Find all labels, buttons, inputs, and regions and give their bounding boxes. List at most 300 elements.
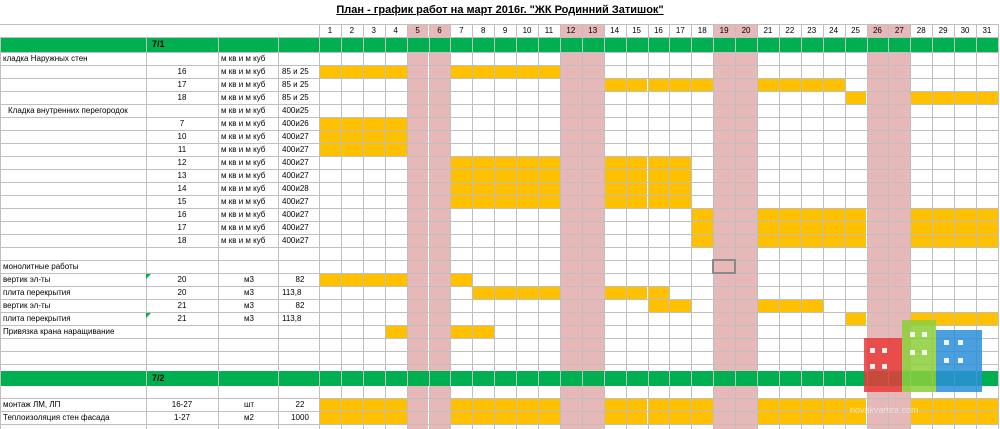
day-col-line — [757, 24, 758, 429]
work-cell[interactable] — [450, 273, 472, 286]
work-cell[interactable] — [669, 169, 691, 182]
row-quantity: 400и27 — [282, 197, 309, 206]
row-unit: м кв и м куб — [221, 132, 266, 141]
work-cell[interactable] — [516, 398, 538, 411]
work-cell[interactable] — [976, 91, 998, 104]
work-cell[interactable] — [494, 398, 516, 411]
work-cell[interactable] — [691, 221, 713, 234]
row-quantity: 400и26 — [282, 119, 309, 128]
work-cell[interactable] — [976, 221, 998, 234]
day-col-line — [494, 24, 495, 429]
day-col-line — [669, 24, 670, 429]
day-header: 16 — [653, 26, 663, 35]
work-cell[interactable] — [494, 65, 516, 78]
day-col-line — [691, 24, 692, 429]
work-cell[interactable] — [341, 130, 363, 143]
work-cell[interactable] — [626, 195, 648, 208]
row-unit: м3 — [244, 275, 254, 284]
row-quantity: 22 — [295, 400, 305, 409]
row-number: 13 — [177, 171, 187, 180]
day-header: 31 — [982, 26, 992, 35]
row-unit: м кв и м куб — [221, 171, 266, 180]
row-unit: м кв и м куб — [221, 93, 266, 102]
day-header: 13 — [588, 26, 598, 35]
day-col-line — [713, 24, 714, 429]
row-quantity: 85 и 25 — [282, 80, 309, 89]
work-cell[interactable] — [976, 398, 998, 411]
work-cell[interactable] — [341, 273, 363, 286]
work-cell[interactable] — [363, 411, 385, 424]
work-cell[interactable] — [626, 78, 648, 91]
work-cell[interactable] — [823, 411, 845, 424]
row-quantity: 113,8 — [282, 288, 302, 297]
row-quantity: 400и27 — [282, 210, 309, 219]
work-cell[interactable] — [319, 65, 341, 78]
work-cell[interactable] — [757, 208, 779, 221]
day-header: 11 — [544, 26, 554, 35]
row-unit: м кв и м куб — [221, 158, 266, 167]
work-cell[interactable] — [845, 208, 867, 221]
work-cell[interactable] — [319, 273, 341, 286]
work-cell[interactable] — [538, 411, 560, 424]
work-cell[interactable] — [823, 398, 845, 411]
row-quantity: 85 и 25 — [282, 93, 309, 102]
work-cell[interactable] — [385, 398, 407, 411]
work-cell[interactable] — [341, 398, 363, 411]
row-unit: м кв и м куб — [221, 80, 266, 89]
work-cell[interactable] — [450, 325, 472, 338]
row-number: 11 — [177, 145, 187, 154]
work-cell[interactable] — [757, 234, 779, 247]
work-cell[interactable] — [319, 398, 341, 411]
watermark-text: novakvartira.com — [850, 405, 919, 415]
day-header: 20 — [741, 26, 751, 35]
work-cell[interactable] — [757, 221, 779, 234]
day-header: 23 — [807, 26, 817, 35]
work-cell[interactable] — [516, 411, 538, 424]
work-cell[interactable] — [604, 78, 626, 91]
selected-cell[interactable] — [712, 259, 736, 274]
weekend-column — [407, 24, 429, 429]
work-cell[interactable] — [472, 411, 494, 424]
work-cell[interactable] — [341, 411, 363, 424]
work-cell[interactable] — [757, 299, 779, 312]
work-cell[interactable] — [757, 78, 779, 91]
work-cell[interactable] — [626, 156, 648, 169]
work-cell[interactable] — [932, 234, 954, 247]
work-cell[interactable] — [604, 286, 626, 299]
row-label: Кладка внутренних перегородок — [8, 106, 128, 115]
row-number: 10 — [177, 132, 187, 141]
row-number: 21 — [177, 301, 187, 310]
work-cell[interactable] — [450, 398, 472, 411]
work-cell[interactable] — [932, 91, 954, 104]
work-cell[interactable] — [494, 156, 516, 169]
work-cell[interactable] — [648, 299, 670, 312]
work-cell[interactable] — [516, 182, 538, 195]
work-cell[interactable] — [450, 411, 472, 424]
work-cell[interactable] — [648, 78, 670, 91]
weekend-column — [582, 24, 604, 429]
work-cell[interactable] — [626, 411, 648, 424]
work-cell[interactable] — [932, 411, 954, 424]
work-cell[interactable] — [319, 411, 341, 424]
work-cell[interactable] — [385, 143, 407, 156]
label-col-line — [319, 37, 320, 429]
row-line — [0, 338, 998, 339]
work-cell[interactable] — [779, 398, 801, 411]
day-header: 18 — [697, 26, 707, 35]
work-cell[interactable] — [538, 195, 560, 208]
row-line — [0, 37, 998, 38]
work-cell[interactable] — [691, 398, 713, 411]
work-cell[interactable] — [363, 273, 385, 286]
work-cell[interactable] — [363, 398, 385, 411]
work-cell[interactable] — [494, 195, 516, 208]
day-header: 3 — [371, 26, 376, 35]
work-cell[interactable] — [910, 221, 932, 234]
work-cell[interactable] — [691, 411, 713, 424]
work-cell[interactable] — [604, 182, 626, 195]
work-cell[interactable] — [669, 78, 691, 91]
label-col-line — [218, 37, 219, 429]
row-label: плита перекрытия — [3, 288, 71, 297]
work-cell[interactable] — [472, 169, 494, 182]
work-cell[interactable] — [910, 208, 932, 221]
work-cell[interactable] — [363, 65, 385, 78]
work-cell[interactable] — [932, 398, 954, 411]
work-cell[interactable] — [626, 286, 648, 299]
day-header: 17 — [675, 26, 685, 35]
row-number: 20 — [177, 288, 187, 297]
work-cell[interactable] — [604, 411, 626, 424]
work-cell[interactable] — [648, 169, 670, 182]
row-quantity: 400и27 — [282, 158, 309, 167]
day-header: 6 — [437, 26, 442, 35]
work-cell[interactable] — [669, 195, 691, 208]
work-cell[interactable] — [845, 234, 867, 247]
work-cell[interactable] — [845, 221, 867, 234]
work-cell[interactable] — [757, 398, 779, 411]
row-unit: м кв и м куб — [221, 145, 266, 154]
day-col-line — [341, 24, 342, 429]
row-unit: м кв и м куб — [221, 54, 266, 63]
row-number: 17 — [177, 80, 187, 89]
work-cell[interactable] — [385, 130, 407, 143]
work-cell[interactable] — [669, 299, 691, 312]
work-cell[interactable] — [779, 221, 801, 234]
work-cell[interactable] — [472, 398, 494, 411]
work-cell[interactable] — [604, 169, 626, 182]
work-cell[interactable] — [516, 195, 538, 208]
day-header: 29 — [938, 26, 948, 35]
weekend-column — [560, 24, 582, 429]
work-cell[interactable] — [954, 91, 976, 104]
day-col-line — [516, 24, 517, 429]
row-quantity: 1000 — [291, 413, 309, 422]
day-col-line — [429, 24, 430, 429]
row-quantity: 400и28 — [282, 184, 309, 193]
day-col-line — [823, 24, 824, 429]
work-cell[interactable] — [691, 78, 713, 91]
section-header-7-1 — [0, 37, 998, 52]
work-cell[interactable] — [385, 325, 407, 338]
work-cell[interactable] — [801, 234, 823, 247]
work-cell[interactable] — [472, 325, 494, 338]
row-unit: м кв и м куб — [221, 236, 266, 245]
label-col-line — [278, 37, 279, 429]
day-col-line — [472, 24, 473, 429]
day-header: 14 — [610, 26, 620, 35]
work-cell[interactable] — [823, 221, 845, 234]
row-quantity: 400и27 — [282, 171, 309, 180]
work-cell[interactable] — [823, 234, 845, 247]
weekend-column — [713, 24, 735, 429]
row-label: вертик эл-ты — [3, 301, 51, 310]
work-cell[interactable] — [319, 117, 341, 130]
work-cell[interactable] — [932, 221, 954, 234]
work-cell[interactable] — [779, 299, 801, 312]
day-col-line — [845, 24, 846, 429]
work-cell[interactable] — [954, 221, 976, 234]
work-cell[interactable] — [845, 91, 867, 104]
work-cell[interactable] — [341, 65, 363, 78]
work-cell[interactable] — [450, 156, 472, 169]
work-cell[interactable] — [538, 182, 560, 195]
work-cell[interactable] — [516, 65, 538, 78]
work-cell[interactable] — [494, 411, 516, 424]
work-cell[interactable] — [669, 411, 691, 424]
day-header: 1 — [327, 26, 333, 35]
work-cell[interactable] — [910, 234, 932, 247]
work-cell[interactable] — [450, 182, 472, 195]
row-quantity: 400и27 — [282, 132, 309, 141]
work-cell[interactable] — [801, 398, 823, 411]
work-cell[interactable] — [472, 182, 494, 195]
work-cell[interactable] — [472, 156, 494, 169]
work-cell[interactable] — [516, 156, 538, 169]
day-header: 10 — [522, 26, 532, 35]
day-header: 22 — [785, 26, 795, 35]
work-cell[interactable] — [604, 398, 626, 411]
day-col-line — [385, 24, 386, 429]
work-cell[interactable] — [801, 411, 823, 424]
work-cell[interactable] — [385, 411, 407, 424]
section-header-7-2 — [0, 371, 998, 386]
row-number: 12 — [177, 158, 187, 167]
work-cell[interactable] — [932, 208, 954, 221]
row-label: монтаж ЛМ, ЛП — [3, 400, 61, 409]
day-header: 30 — [960, 26, 970, 35]
work-cell[interactable] — [954, 398, 976, 411]
work-cell[interactable] — [341, 143, 363, 156]
work-cell[interactable] — [779, 78, 801, 91]
row-number: 1-27 — [173, 413, 190, 422]
section-header-7-2-label: 7/2 — [152, 373, 165, 383]
weekend-column — [735, 24, 757, 429]
work-cell[interactable] — [494, 286, 516, 299]
work-cell[interactable] — [385, 65, 407, 78]
work-cell[interactable] — [472, 286, 494, 299]
day-col-line — [998, 24, 999, 429]
work-cell[interactable] — [363, 117, 385, 130]
work-cell[interactable] — [472, 195, 494, 208]
row-number: 14 — [177, 184, 187, 193]
work-cell[interactable] — [538, 398, 560, 411]
row-unit: м кв и м куб — [221, 223, 266, 232]
work-cell[interactable] — [801, 208, 823, 221]
row-label: Привязка крана наращивание — [3, 327, 115, 336]
work-cell[interactable] — [648, 182, 670, 195]
work-cell[interactable] — [626, 182, 648, 195]
work-cell[interactable] — [538, 65, 560, 78]
work-cell[interactable] — [626, 169, 648, 182]
day-header: 4 — [393, 26, 398, 35]
work-cell[interactable] — [910, 91, 932, 104]
work-cell[interactable] — [363, 143, 385, 156]
work-cell[interactable] — [604, 195, 626, 208]
work-cell[interactable] — [450, 65, 472, 78]
day-col-line — [538, 24, 539, 429]
work-cell[interactable] — [538, 156, 560, 169]
day-col-line — [801, 24, 802, 429]
row-quantity: 113,8 — [282, 314, 302, 323]
row-label: плита перекрытия — [3, 314, 71, 323]
day-col-line — [735, 24, 736, 429]
row-line — [0, 364, 998, 365]
row-quantity: 400и27 — [282, 223, 309, 232]
work-cell[interactable] — [363, 130, 385, 143]
day-col-line — [648, 24, 649, 429]
day-header: 27 — [894, 26, 904, 35]
row-unit: шт — [243, 400, 255, 409]
row-quantity: 400и27 — [282, 145, 309, 154]
work-cell[interactable] — [538, 286, 560, 299]
day-col-line — [626, 24, 627, 429]
work-cell[interactable] — [669, 182, 691, 195]
work-cell[interactable] — [319, 143, 341, 156]
work-cell[interactable] — [494, 182, 516, 195]
day-header: 12 — [566, 26, 576, 35]
work-cell[interactable] — [669, 398, 691, 411]
work-cell[interactable] — [669, 156, 691, 169]
work-cell[interactable] — [450, 169, 472, 182]
work-cell[interactable] — [779, 411, 801, 424]
row-quantity: 82 — [295, 275, 305, 284]
row-label: кладка Наружных стен — [3, 54, 88, 63]
work-cell[interactable] — [779, 208, 801, 221]
row-quantity: 85 и 25 — [282, 67, 309, 76]
work-cell[interactable] — [385, 117, 407, 130]
row-number: 16-27 — [171, 400, 193, 409]
work-cell[interactable] — [976, 208, 998, 221]
work-cell[interactable] — [472, 65, 494, 78]
row-number: 18 — [177, 93, 187, 102]
section-header-7-1-label: 7/1 — [152, 39, 165, 49]
comment-marker — [146, 313, 151, 318]
work-cell[interactable] — [954, 411, 976, 424]
day-col-line — [363, 24, 364, 429]
work-cell[interactable] — [626, 398, 648, 411]
day-header: 24 — [829, 26, 839, 35]
work-cell[interactable] — [516, 286, 538, 299]
work-cell[interactable] — [954, 234, 976, 247]
work-cell[interactable] — [648, 195, 670, 208]
row-line — [0, 247, 998, 248]
work-cell[interactable] — [757, 411, 779, 424]
work-cell[interactable] — [823, 78, 845, 91]
weekend-column — [429, 24, 451, 429]
day-header: 26 — [872, 26, 882, 35]
work-cell[interactable] — [385, 273, 407, 286]
row-quantity: 400и27 — [282, 236, 309, 245]
row-quantity: 82 — [295, 301, 305, 310]
work-cell[interactable] — [976, 411, 998, 424]
row-unit: м3 — [244, 314, 254, 323]
work-cell[interactable] — [823, 208, 845, 221]
row-number: 15 — [177, 197, 187, 206]
site-logo — [864, 320, 984, 392]
row-label: Теплоизоляция стен фасада — [3, 413, 110, 422]
row-line — [0, 424, 998, 425]
work-cell[interactable] — [516, 169, 538, 182]
row-unit: м кв и м куб — [221, 106, 266, 115]
row-unit: м3 — [244, 301, 254, 310]
row-unit: м кв и м куб — [221, 67, 266, 76]
row-quantity: 400и25 — [282, 106, 309, 115]
row-unit: м кв и м куб — [221, 210, 266, 219]
work-cell[interactable] — [494, 169, 516, 182]
work-cell[interactable] — [954, 208, 976, 221]
day-col-line — [407, 24, 408, 429]
day-header: 7 — [459, 26, 464, 35]
work-cell[interactable] — [648, 411, 670, 424]
day-col-line — [582, 24, 583, 429]
day-col-line — [450, 24, 451, 429]
work-cell[interactable] — [801, 299, 823, 312]
row-unit: м кв и м куб — [221, 184, 266, 193]
day-col-line — [560, 24, 561, 429]
work-cell[interactable] — [319, 130, 341, 143]
work-cell[interactable] — [691, 208, 713, 221]
work-cell[interactable] — [976, 234, 998, 247]
row-number: 17 — [177, 223, 187, 232]
row-number: 16 — [177, 210, 187, 219]
row-unit: м кв и м куб — [221, 197, 266, 206]
work-cell[interactable] — [648, 156, 670, 169]
row-unit: м2 — [244, 413, 254, 422]
work-cell[interactable] — [341, 117, 363, 130]
comment-marker — [146, 274, 151, 279]
row-number: 7 — [179, 119, 185, 128]
work-cell[interactable] — [801, 221, 823, 234]
work-cell[interactable] — [691, 234, 713, 247]
day-header: 28 — [916, 26, 926, 35]
work-cell[interactable] — [450, 195, 472, 208]
work-cell[interactable] — [604, 156, 626, 169]
work-cell[interactable] — [538, 169, 560, 182]
work-cell[interactable] — [779, 234, 801, 247]
work-cell[interactable] — [648, 398, 670, 411]
row-number: 18 — [177, 236, 187, 245]
work-cell[interactable] — [801, 78, 823, 91]
row-unit: м кв и м куб — [221, 119, 266, 128]
row-number: 20 — [177, 275, 187, 284]
day-header: 15 — [632, 26, 641, 35]
sheet-title: План - график работ на март 2016г. "ЖК Родинний Затишок" — [336, 4, 664, 16]
work-cell[interactable] — [648, 286, 670, 299]
label-col-line — [0, 37, 1, 429]
